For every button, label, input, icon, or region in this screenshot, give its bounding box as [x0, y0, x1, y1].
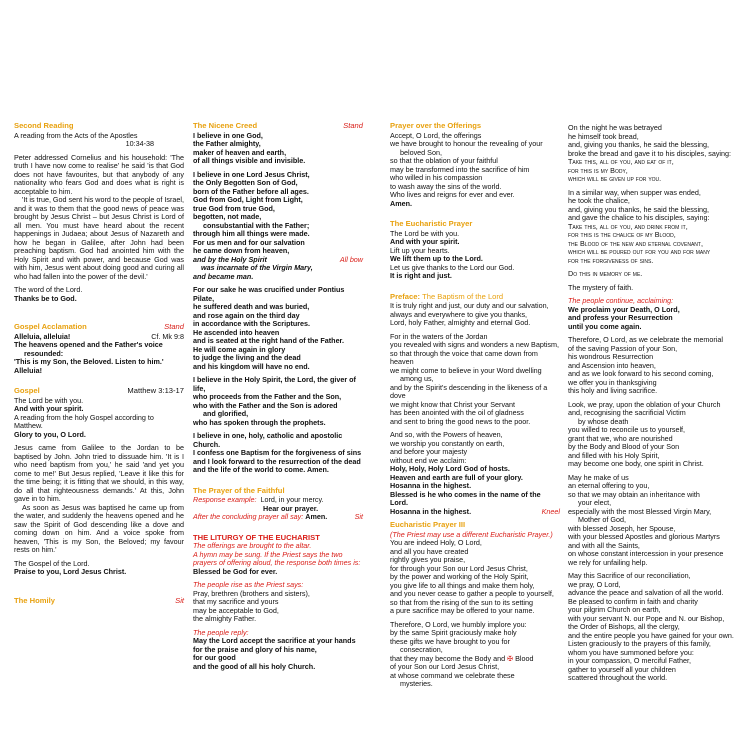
preface-p3: And so, with the Powers of heaven, we worship you constantly on earth, and before your majesty without end we acclaim:	[390, 430, 505, 465]
creed-p1: I believe in one God, the Father almighty, maker of heaven and earth, of all things visible and invisible.	[193, 130, 306, 165]
ep3-p2: Therefore, O Lord, we humbly implore you: by the same Spirit graciously make holy these gifts we have brought to you for consecration,	[390, 619, 527, 654]
creed-bow-row: and by the Holy Spirit All bow	[193, 254, 363, 264]
reading-text-2: 'It is true, God sent his word to the people of Israel, and it was to them that the good news of peace was brought by Jesus Christ – but Jesus Christ is Lord of all men. You must have heard about the recent happenings in Judaea; about Jesus of Nazareth and how he began in Galilee, after John had been preaching baptism. God had anointed him with the Holy Spirit and with power, and because God was with him, Jesus went about doing good and curing all who had fallen into the power of the devil.'	[14, 195, 184, 281]
gospel-response-3: Praise to you, Lord Jesus Christ.	[14, 567, 127, 576]
dialogue-response-1: And with your spirit.	[390, 237, 460, 246]
eprayer-heading: The Eucharistic Prayer	[390, 219, 473, 228]
ep3-body-blood: that they may become the Body and ✠ Blood	[390, 653, 534, 663]
acclamation-alleluia: Alleluia!	[14, 365, 42, 375]
acclamation-line-1: The heavens opened and the Father's voice	[14, 340, 163, 349]
creed-incarnate-1: was incarnate of the Virgin Mary,	[201, 263, 313, 272]
faithful-response: Hear our prayer.	[263, 503, 319, 513]
column-4	[568, 124, 738, 683]
offerings-amen: Amen.	[390, 198, 412, 208]
anamnesis: Therefore, O Lord, as we celebrate the memorial of the saving Passion of your Son, his wondrous Resurrection and Ascension into heaven, and as we look forward to his second coming, we offer you in thanksgiving this holy and living sacrifice.	[568, 335, 724, 395]
consecration-bread: On the night he was betrayed he himself took bread, and, giving you thanks, he said the blessing, broke the bread and gave it to his disciples, saying:	[568, 123, 732, 158]
dialogue-response-3: It is right and just.	[390, 271, 452, 280]
acclamation-rubric: The people continue, acclaiming:	[568, 296, 674, 305]
faithful-example: Response example: Lord, in your mercy.	[193, 495, 324, 504]
gospel-intro: A reading from the holy Gospel according to Matthew.	[14, 412, 154, 430]
column-1	[14, 122, 184, 606]
second-reading-heading: Second Reading	[14, 121, 74, 130]
eucharist-rubric-1: The offerings are brought to the altar.	[193, 541, 312, 550]
memory-words: Do this in memory of me.	[568, 269, 643, 278]
stand-rubric: Stand	[164, 322, 184, 331]
sanctus: Holy, Holy, Holy Lord God of hosts. Heaven and earth are full of your glory. Hosanna in the highest. Blessed is he who comes in the name of the Lord.	[390, 464, 541, 507]
creed-p5: I believe in one, holy, catholic and apostolic Church. I confess one Baptism for the forgiveness of sins and I look forward to the resurrection of the dead and the life of the world to come. Amen.	[193, 431, 362, 474]
dialogue-response-2: We lift them up to the Lord.	[390, 254, 483, 263]
consecration-chalice: In a similar way, when supper was ended, he took the chalice, and, giving you thanks, he said the blessing, and gave the chalice to his disciples, saying:	[568, 187, 710, 222]
preface-p1: It is truly right and just, our duty and our salvation, always and everywhere to give you thanks, Lord, holy Father, almighty and eternal God.	[390, 301, 549, 327]
reading-intro: A reading from the Acts of the Apostles	[14, 130, 138, 140]
words-chalice: Take this, all of you, and drink from it, for this is the chalice of my Blood, the Blood of the new and eternal covenant, which will be poured out for you and for many for the forgiveness of sins.	[568, 221, 711, 265]
cross-icon: ✠	[507, 653, 514, 663]
acclamation-heading: Gospel Acclamation Stand	[14, 322, 184, 331]
sanctus-final-row: Hosanna in the highest. Kneel	[390, 506, 560, 516]
intercession-church: May this Sacrifice of our reconciliation, we pray, O Lord, advance the peace and salvation of all the world. Be pleased to confirm in faith and charity your pilgrim Church on earth, with your servant N. our Pope and N. our Bishop, the Order of Bishops, all the clergy, and the entire people you have gained for your own. Listen graciously to the prayers of this family, whom you have summoned before you: in your compassion, O merciful Father, gather to yourself all your children scattered throughout the world.	[568, 571, 734, 682]
dialogue-3: Let us give thanks to the Lord our God.	[390, 262, 515, 272]
column-3	[390, 122, 560, 689]
acclamation-line-2: resounded:	[24, 348, 64, 358]
eucharist-rubric-5: The people reply:	[193, 627, 249, 637]
acclamation-line-3: 'This is my Son, the Beloved. Listen to him.'	[14, 357, 164, 366]
eucharist-rubric-2: A hymn may be sung. If the Priest says the two	[193, 549, 343, 559]
offerings-prayer: Accept, O Lord, the offerings we have brought to honour the revealing of your beloved Son, so that the oblation of your faithful may be transformed into the sacrifice of him who willed in his compassion to wash away the sins of the world. Who lives and reigns for ever and ever.	[390, 130, 543, 199]
mystery-of-faith: The mystery of faith.	[568, 282, 634, 292]
gospel-greeting: The Lord be with you.	[14, 395, 84, 405]
eucharist-rubric-4: The people rise as the Priest says:	[193, 580, 304, 589]
faithful-after-row: After the concluding prayer all say: Amen. Sit	[193, 512, 363, 521]
reading-ref: 10:34-38	[125, 139, 154, 148]
memorial-acclamation: We proclaim your Death, O Lord, and profess your Resurrection until you come again.	[568, 304, 680, 331]
people-reply: May the Lord accept the sacrifice at your hands for the praise and glory of his name, for our good and the good of all his holy Church.	[193, 636, 356, 671]
reading-close: The word of the Lord.	[14, 285, 83, 294]
words-bread: Take this, all of you, and eat of it, for this is my Body, which will be given up for you.	[568, 157, 674, 183]
creed-incarnate-2: and became man.	[193, 271, 254, 281]
creed-heading: The Nicene Creed Stand	[193, 121, 363, 130]
eucharist-rubric-3: prayers of offering aloud, the response both times is:	[193, 558, 361, 567]
dialogue-1: The Lord be with you.	[390, 228, 460, 238]
gospel-response-1: And with your spirit.	[14, 404, 84, 413]
ep3-p3: of your Son our Lord Jesus Christ, at whose command we celebrate these mysteries.	[390, 662, 515, 688]
gospel-heading: Gospel Matthew 3:13-17	[14, 386, 184, 395]
gospel-response-2: Glory to you, O Lord.	[14, 429, 86, 439]
preface-heading: Preface: The Baptism of the Lord	[390, 291, 504, 301]
creed-p4: I believe in the Holy Spirit, the Lord, the giver of life, who proceeds from the Father and the Son, who with the Father and the Son is adored and glorified, who has spoken through the prophets.	[193, 375, 356, 427]
pray-brethren: Pray, brethren (brothers and sisters), that my sacrifice and yours may be acceptable to God, the almighty Father.	[193, 588, 310, 623]
creed-p3: For our sake he was crucified under Pontius Pilate, he suffered death and was buried, and rose again on the third day in accordance with the Scriptures. He ascended into heaven and is seated at the right hand of the Father. He will come again in glory to judge the living and the dead and his kingdom will have no end.	[193, 285, 345, 371]
gospel-text-1: Jesus came from Galilee to the Jordan to be baptised by John. John tried to dissuade him. 'It is I who need baptism from you,' he said 'and yet you come to me!' But Jesus replied, 'Leave it like this for the time being; it is fitting that we should, in this way, do all that righteousness demands.' At this, John gave in to him.	[14, 443, 184, 503]
ep3-p1: You are indeed Holy, O Lord, and all you have created rightly gives you praise, for through your Son our Lord Jesus Christ, by the power and working of the Holy Spirit, you give life to all things and make them holy, and you never cease to gather a people to yourself, so that from the rising of the sun to its setting a pure sacrifice may be offered to your name.	[390, 538, 554, 615]
ep3-rubric: (The Priest may use a different Eucharistic Prayer.)	[390, 529, 553, 539]
intercession-saints: May he make of us an eternal offering to you, so that we may obtain an inheritance with your elect, especially with the most Blessed Virgin Mary, Mother of God, with blessed Joseph, her Spouse, with your blessed Apostles and glorious Martyrs and with all the Saints, on whose constant intercession in your presence we rely for unfailing help.	[568, 472, 724, 567]
oblation: Look, we pray, upon the oblation of your Church and, recognising the sacrificial Victim by whose death you willed to reconcile us to yourself, grant that we, who are nourished by the Body and Blood of your Son and filled with his Holy Spirit, may become one body, one spirit in Christ.	[568, 399, 721, 468]
gospel-close: The Gospel of the Lord.	[14, 558, 90, 568]
ep3-heading: Eucharistic Prayer III	[390, 520, 466, 529]
gospel-text-2: As soon as Jesus was baptised he came up from the water, and suddenly the heavens opened and he saw the Spirit of God descending like a dove and coming down on him. And a voice spoke from heaven, 'This is my Son, the Beloved; my favour rests on him.'	[14, 502, 184, 554]
offerings-heading: Prayer over the Offerings	[390, 121, 482, 130]
creed-p2: I believe in one Lord Jesus Christ, the Only Begotten Son of God, born of the Father before all ages. God from God, Light from Light, true God from true God, begotten, not made, consubstantial with the Father; through him all things were made. For us men and for our salvation he came down from heaven,	[193, 169, 310, 255]
column-2	[193, 122, 363, 671]
faithful-heading: The Prayer of the Faithful	[193, 485, 285, 495]
dialogue-2: Lift up your hearts.	[390, 245, 450, 255]
eucharist-heading: THE LITURGY OF THE EUCHARIST	[193, 532, 320, 542]
eucharist-response: Blessed be God for ever.	[193, 566, 278, 576]
reading-response: Thanks be to God.	[14, 293, 77, 303]
alleluia-row: Alleluia, alleluia! Cf. Mk 9:8	[14, 331, 184, 341]
homily-heading: The Homily Sit	[14, 595, 184, 605]
preface-p2: For in the waters of the Jordan you revealed with signs and wonders a new Baptism, so that through the voice that came down from heaven we might come to believe in your Word dwelling among us, and by the Spirit's descending in the likeness of a dove we might know that Christ your Servant has been anointed with the oil of gladness and sent to bring the good news to the poor.	[390, 331, 559, 426]
reading-text-1: Peter addressed Cornelius and his household: 'The truth I have now come to realise' he said 'is that God does not have favourites, but that anybody of any nationality who fears God and does what is right is acceptable to him.	[14, 152, 184, 196]
